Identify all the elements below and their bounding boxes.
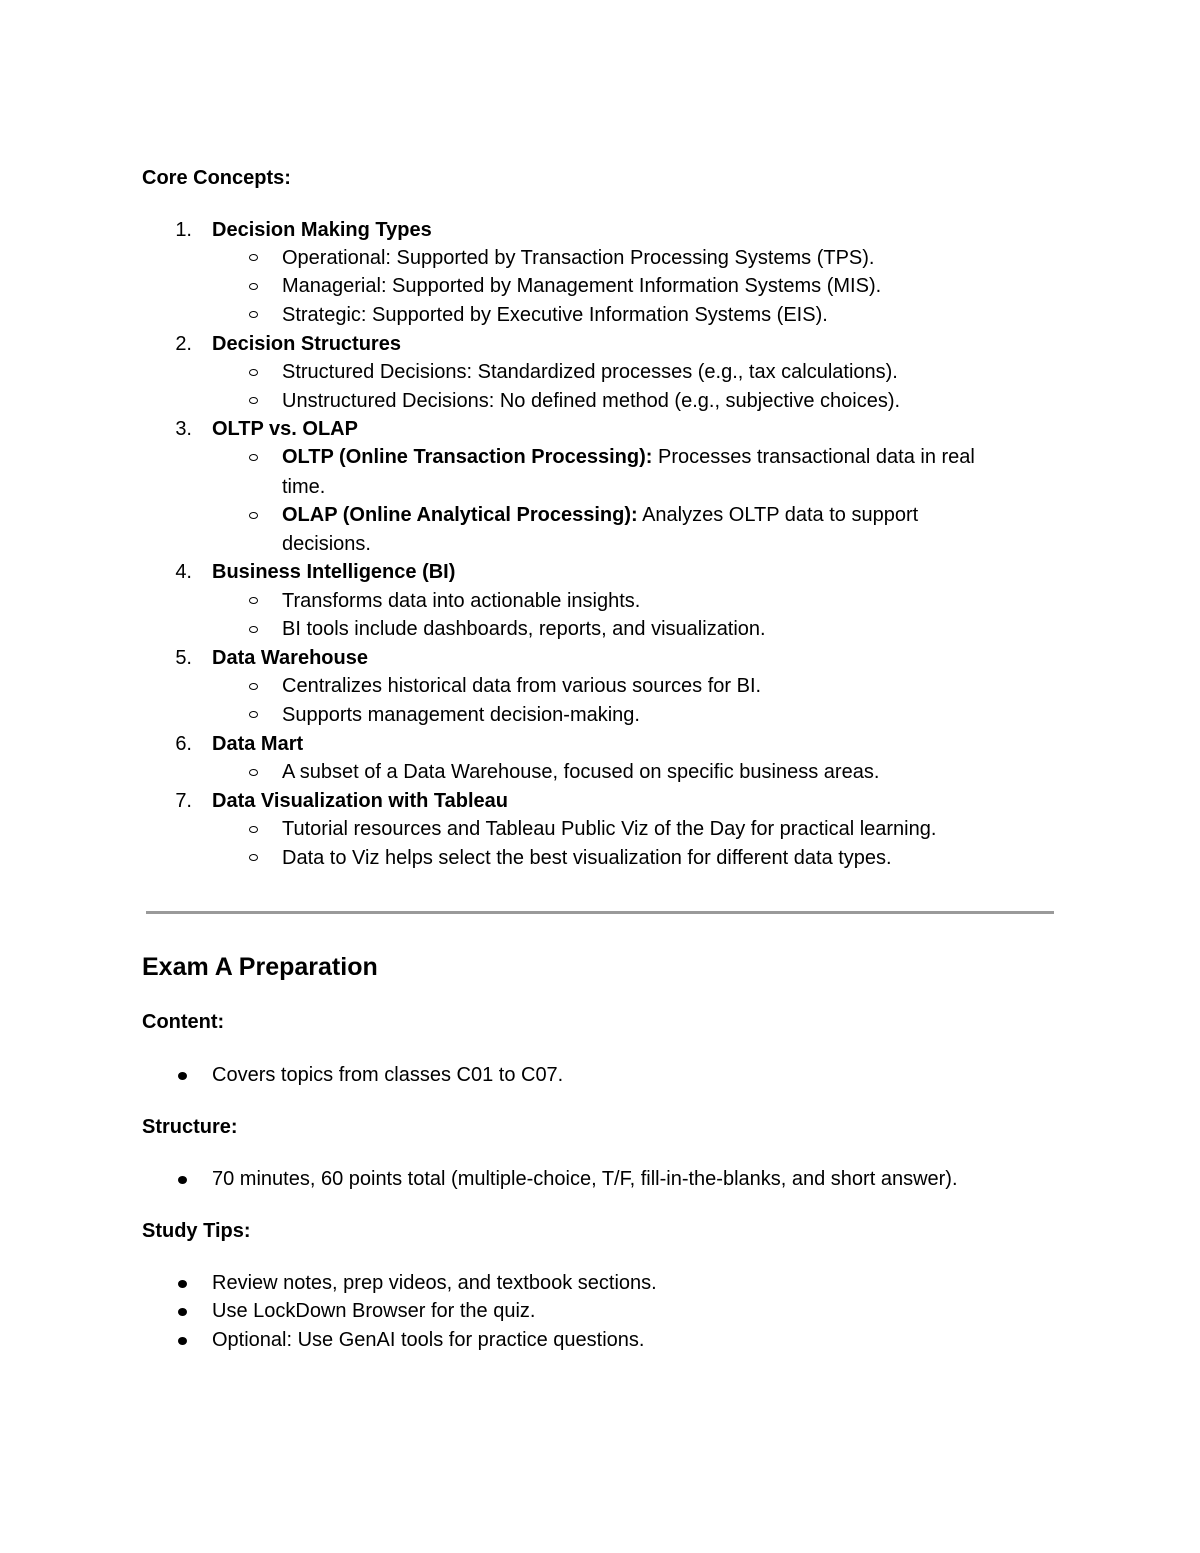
sub-item-continuation: decisions. (282, 533, 371, 555)
core-concepts-heading: Core Concepts: (142, 167, 291, 189)
list-number: 6. (175, 733, 192, 755)
item-title: Decision Making Types (212, 219, 432, 241)
bullet-icon (178, 1337, 187, 1345)
hollow-bullet-icon (249, 369, 258, 376)
list-number: 7. (175, 790, 192, 812)
exam-section-title: Exam A Preparation (142, 953, 378, 981)
item-title: Data Mart (212, 733, 304, 755)
structure-heading: Structure: (142, 1116, 238, 1138)
sub-item: Unstructured Decisions: No defined method (e.g., subjective choices). (282, 390, 901, 412)
sub-item: Centralizes historical data from various sources for BI. (282, 675, 762, 697)
sub-item: Supports management decision-making. (282, 704, 640, 726)
hollow-bullet-icon (249, 597, 258, 604)
bullet-item: Optional: Use GenAI tools for practice questions. (212, 1329, 645, 1351)
list-number: 4. (175, 561, 192, 583)
horizontal-divider (146, 911, 1054, 914)
item-title: OLTP vs. OLAP (212, 418, 358, 440)
bullet-item: Use LockDown Browser for the quiz. (212, 1300, 536, 1322)
bullet-icon (178, 1072, 187, 1080)
list-number: 5. (175, 647, 192, 669)
hollow-bullet-icon (249, 311, 258, 318)
term-label: OLTP (Online Transaction Processing): (282, 446, 653, 468)
item-title: Data Warehouse (212, 647, 368, 669)
sub-item: Transforms data into actionable insights. (282, 590, 641, 612)
sub-item: Managerial: Supported by Management Information Systems (MIS). (282, 275, 882, 297)
sub-item: Operational: Supported by Transaction Processing Systems (TPS). (282, 247, 875, 269)
hollow-bullet-icon (249, 711, 258, 718)
hollow-bullet-icon (249, 254, 258, 261)
item-title: Business Intelligence (BI) (212, 561, 456, 583)
sub-item: BI tools include dashboards, reports, and visualization. (282, 618, 766, 640)
list-number: 3. (175, 418, 192, 440)
term-definition: Processes transactional data in real (652, 446, 975, 468)
hollow-bullet-icon (249, 769, 258, 776)
bullet-icon (178, 1308, 187, 1316)
hollow-bullet-icon (249, 826, 258, 833)
sub-item (282, 501, 918, 529)
bullet-icon (178, 1280, 187, 1288)
list-number: 2. (175, 333, 192, 355)
sub-item: A subset of a Data Warehouse, focused on specific business areas. (282, 761, 880, 783)
hollow-bullet-icon (249, 512, 258, 519)
bullet-item: 70 minutes, 60 points total (multiple-choice, T/F, fill-in-the-blanks, and short answer). (212, 1168, 958, 1190)
sub-item-continuation: time. (282, 476, 326, 498)
content-heading: Content: (142, 1011, 225, 1033)
sub-item: Data to Viz helps select the best visualization for different data types. (282, 847, 892, 869)
sub-item: Tutorial resources and Tableau Public Viz of the Day for practical learning. (282, 818, 937, 840)
hollow-bullet-icon (249, 397, 258, 404)
item-title: Data Visualization with Tableau (212, 790, 508, 812)
hollow-bullet-icon (249, 683, 258, 690)
hollow-bullet-icon (249, 283, 258, 290)
term-definition: Analyzes OLTP data to support (637, 504, 919, 526)
sub-item (282, 443, 975, 471)
bullet-item: Covers topics from classes C01 to C07. (212, 1064, 564, 1086)
sub-item: Structured Decisions: Standardized processes (e.g., tax calculations). (282, 361, 898, 383)
hollow-bullet-icon (249, 454, 258, 461)
term-label: OLAP (Online Analytical Processing): (282, 504, 638, 526)
list-number: 1. (175, 219, 192, 241)
bullet-item: Review notes, prep videos, and textbook sections. (212, 1272, 657, 1294)
hollow-bullet-icon (249, 626, 258, 633)
study-tips-heading: Study Tips: (142, 1220, 251, 1242)
bullet-icon (178, 1176, 187, 1184)
item-title: Decision Structures (212, 333, 401, 355)
hollow-bullet-icon (249, 854, 258, 861)
sub-item: Strategic: Supported by Executive Information Systems (EIS). (282, 304, 828, 326)
